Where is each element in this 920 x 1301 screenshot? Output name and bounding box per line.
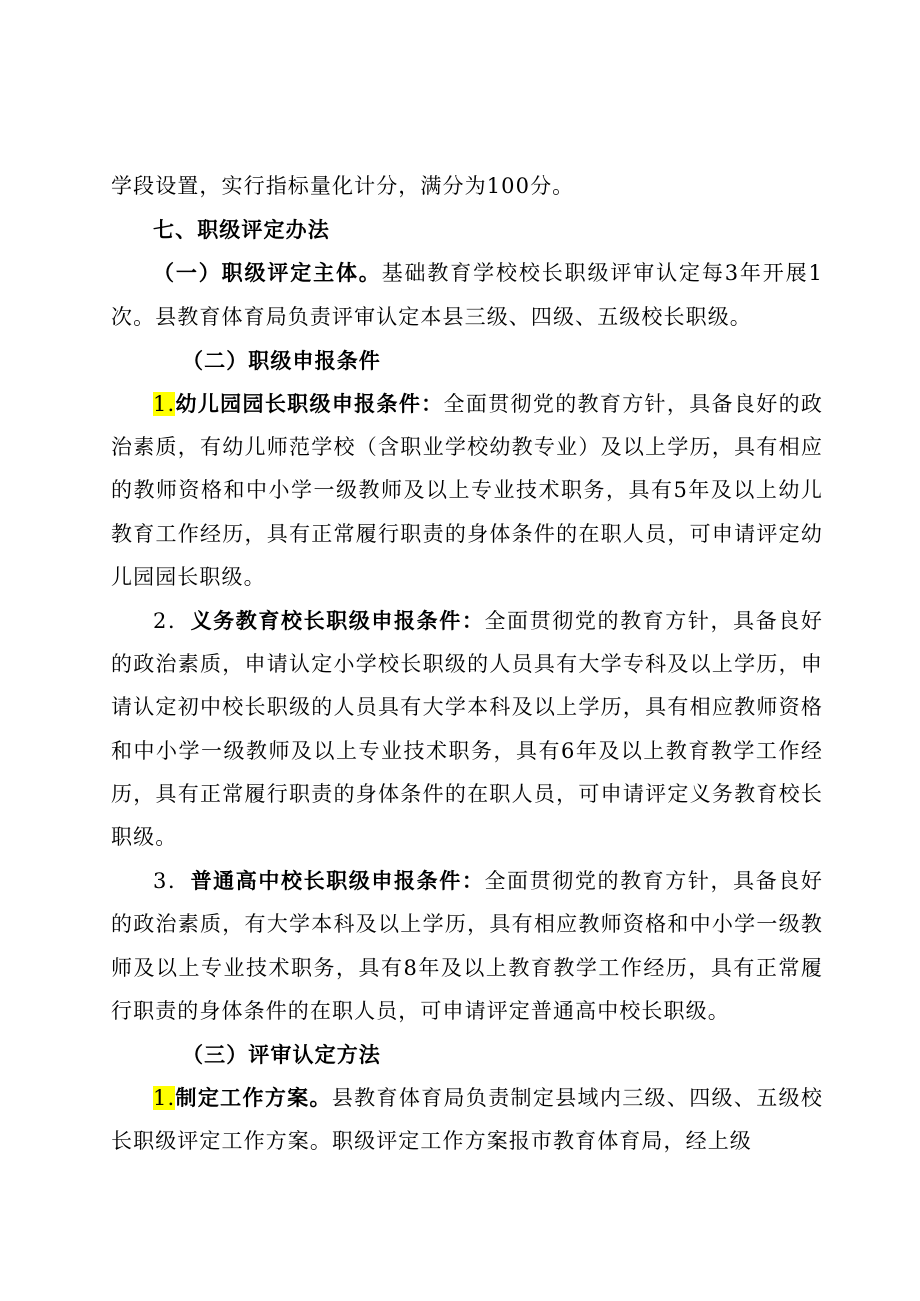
paragraph-scoring-text: 学段设置，实行指标量化计分，满分为100分。 [111, 174, 575, 198]
item-kindergarten-number: 1. [153, 392, 176, 417]
subsection-evaluation-body-text: 基础教育学校校长职级评审认定每3年开展1次。县教育体育局负责评审认定本县三级、四级、五级校长职级。 [111, 261, 823, 329]
item-compulsory-education-number: 2． [153, 609, 191, 634]
item-high-school-label: 普通高中校长职级申报条件： [190, 868, 485, 894]
item-compulsory-education-conditions [111, 599, 823, 859]
document-body [111, 165, 823, 1164]
item-work-plan [111, 1076, 823, 1163]
item-high-school-text: 全面贯彻党的教育方针，具备良好的政治素质，有大学本科及以上学历，具有相应教师资格和中小学一级教师及以上专业技术职务，具有8年及以上教育教学工作经历，具有正常履行职责的身体条件的在职人员，可申请评定普通高中校长职级。 [111, 869, 823, 1023]
subsection-review-method-label: （三）评审认定方法 [182, 1042, 381, 1068]
item-kindergarten-conditions [111, 382, 823, 599]
item-compulsory-education-label: 义务教育校长职级申报条件： [190, 608, 485, 634]
section-heading-7-text: 七、职级评定办法 [153, 217, 330, 243]
section-heading-7 [111, 208, 823, 251]
subsection-evaluation-body-label: （一）职级评定主体。 [153, 260, 382, 286]
item-high-school-number: 3． [153, 869, 191, 894]
item-kindergarten-label: 幼儿园园长职级申报条件： [175, 391, 444, 417]
item-work-plan-text: 县教育体育局负责制定县域内三级、四级、五级校长职级评定工作方案。职级评定工作方案报市教育体育局，经上级 [111, 1086, 823, 1154]
item-kindergarten-text: 全面贯彻党的教育方针，具备良好的政治素质，有幼儿师范学校（含职业学校幼教专业）及以上学历，具有相应的教师资格和中小学一级教师及以上专业技术职务，具有5年及以上幼儿教育工作经历，具有正常履行职责的身体条件的在职人员，可申请评定幼儿园园长职级。 [111, 392, 824, 589]
item-work-plan-number: 1. [153, 1086, 176, 1111]
paragraph-scoring [111, 165, 823, 208]
subsection-application-conditions-label: （二）职级申报条件 [182, 347, 381, 373]
item-high-school-conditions [111, 859, 823, 1033]
subsection-review-method [111, 1033, 823, 1076]
item-work-plan-label: 制定工作方案。 [175, 1085, 332, 1111]
item-compulsory-education-text: 全面贯彻党的教育方针，具备良好的政治素质，申请认定小学校长职级的人员具有大学专科及以上学历，申请认定初中校长职级的人员具有大学本科及以上学历，具有相应教师资格和中小学一级教师及以上专业技术职务，具有6年及以上教育教学工作经历，具有正常履行职责的身体条件的在职人员，可申请评定义务教育校长职级。 [111, 609, 823, 850]
subsection-application-conditions [111, 339, 823, 382]
subsection-evaluation-body [111, 251, 823, 338]
